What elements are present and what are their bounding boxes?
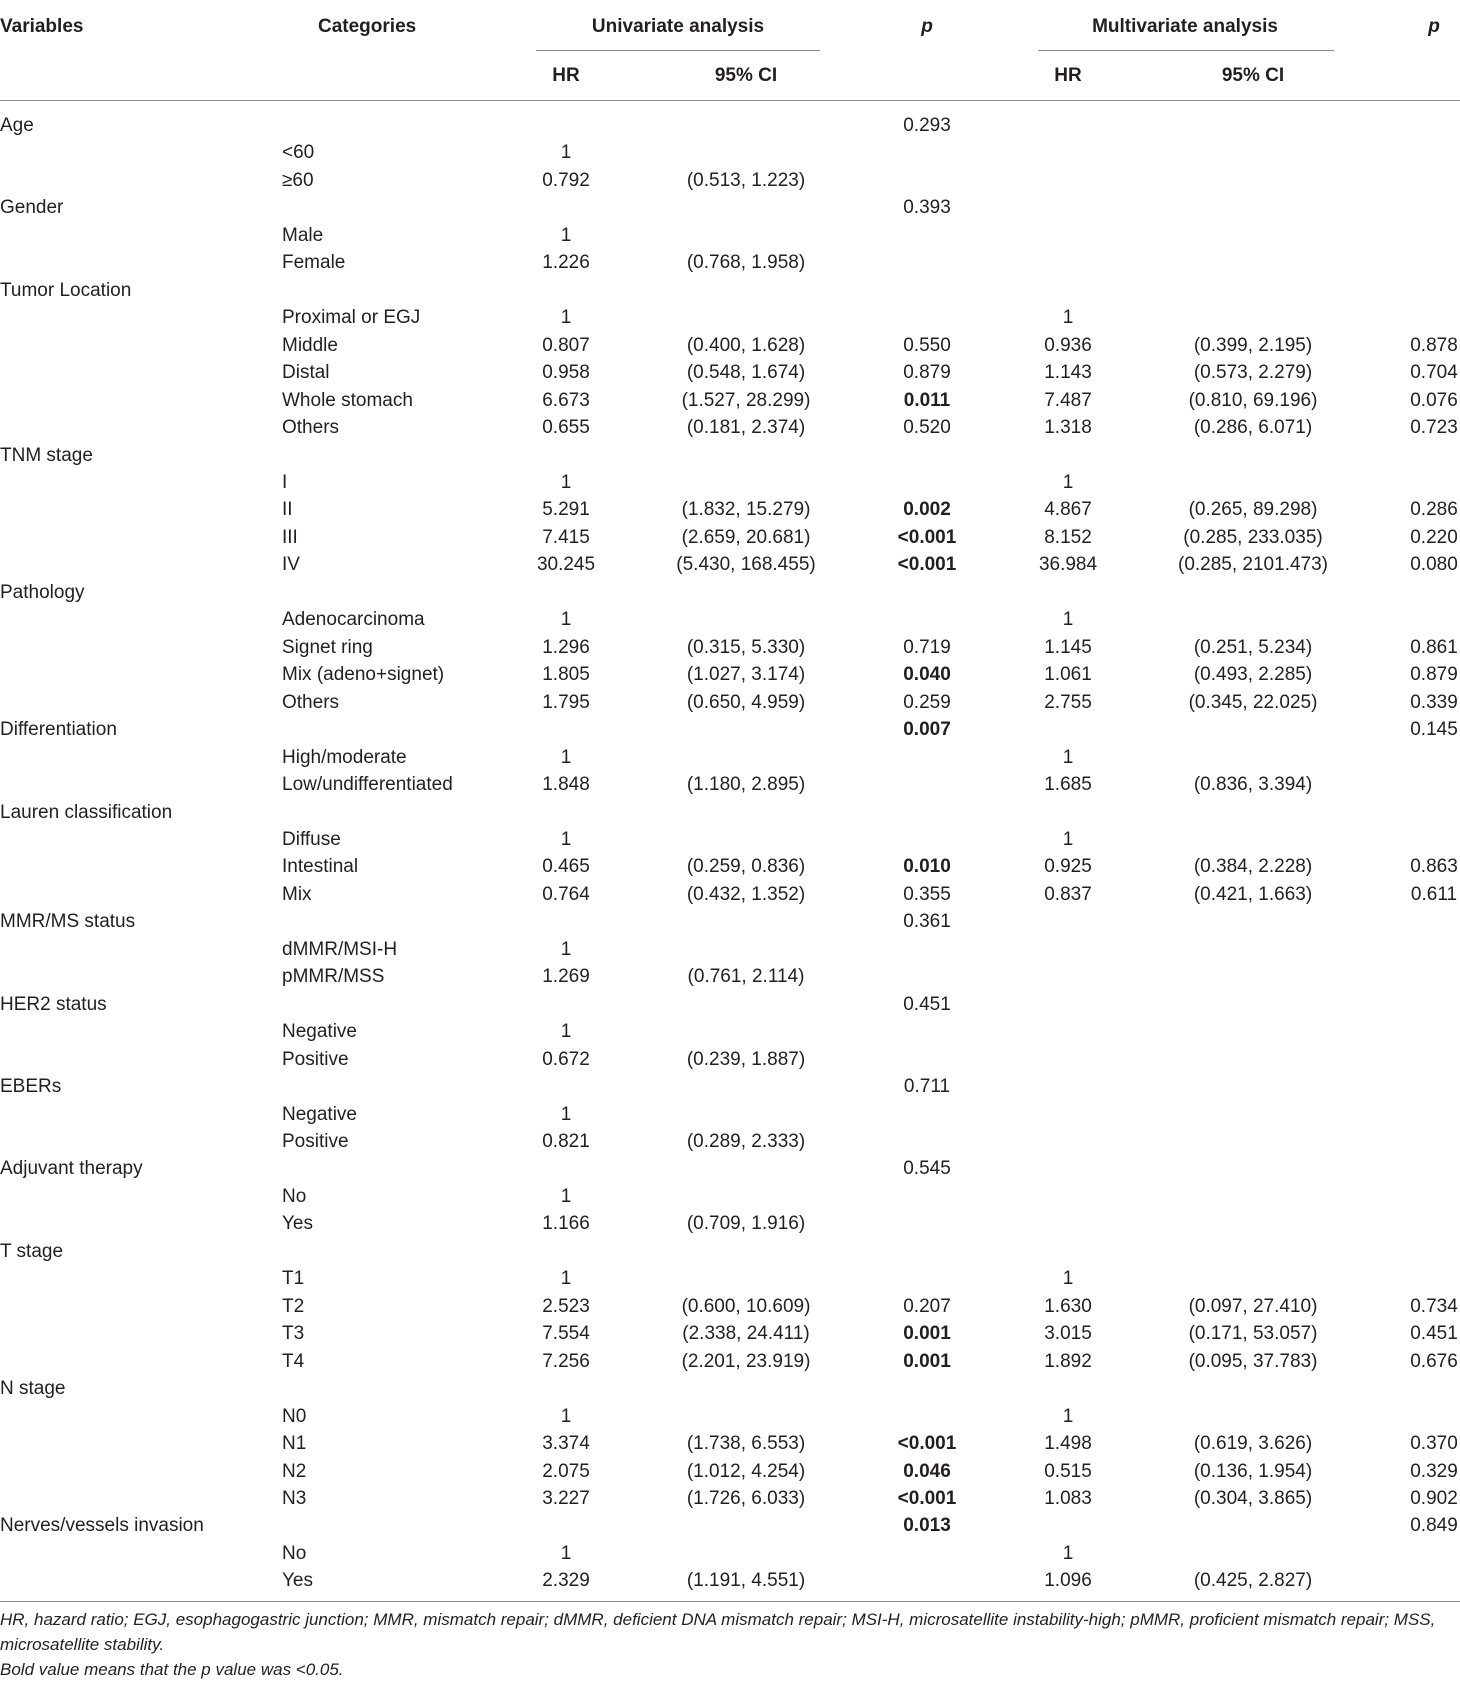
univariate-hr-cell: 0.958 bbox=[542, 362, 590, 384]
table-row bbox=[0, 1210, 1460, 1238]
table-row bbox=[0, 1155, 1460, 1183]
multivariate-hr-cell: 0.837 bbox=[1044, 883, 1092, 905]
table-row bbox=[0, 1403, 1460, 1431]
multivariate-hr-cell: 1.083 bbox=[1044, 1488, 1092, 1509]
multivariate-hr-cell: 3.015 bbox=[1044, 1323, 1092, 1345]
univariate-hr-cell: 0.655 bbox=[542, 417, 590, 439]
univariate-hr-cell: 7.256 bbox=[542, 1350, 590, 1372]
footnote-abbreviations: HR, hazard ratio; EGJ, esophagogastric junction; MMR, mismatch repair; dMMR, deficient DNA mismatch repair; MSI-H, microsatellite instability-high; pMMR, proficient mismatch repair; MSS, microsatellite stability. bbox=[0, 1610, 1436, 1654]
category-cell: I bbox=[282, 471, 288, 493]
category-cell: Signet ring bbox=[282, 636, 373, 658]
univariate-p-cell: 0.361 bbox=[903, 911, 951, 933]
univariate-hr-cell: 1.166 bbox=[542, 1213, 590, 1235]
table-row bbox=[0, 1238, 1460, 1266]
table-row bbox=[0, 414, 1460, 442]
multivariate-hr-cell: 1.630 bbox=[1044, 1295, 1092, 1317]
multivariate-hr-cell: 1.498 bbox=[1044, 1433, 1092, 1455]
category-cell: III bbox=[282, 526, 298, 548]
univariate-hr-cell: 0.807 bbox=[542, 334, 590, 356]
multivariate-hr-cell: 2.755 bbox=[1044, 691, 1092, 713]
category-cell: N3 bbox=[282, 1488, 307, 1509]
table-row bbox=[0, 139, 1460, 167]
multivariate-p-cell: 0.220 bbox=[1410, 526, 1458, 548]
variable-cell: Differentiation bbox=[0, 719, 117, 741]
univariate-ci-cell: (1.027, 3.174) bbox=[686, 664, 806, 686]
univariate-p-cell: 0.711 bbox=[903, 1076, 951, 1098]
univariate-hr-cell: 2.523 bbox=[542, 1295, 590, 1317]
category-cell: Negative bbox=[282, 1021, 357, 1043]
univariate-p-cell: 0.879 bbox=[903, 362, 951, 384]
multivariate-ci-cell: (0.304, 3.865) bbox=[1193, 1488, 1313, 1509]
table-row bbox=[0, 167, 1460, 195]
univariate-hr-cell: 1.795 bbox=[542, 691, 590, 713]
univariate-ci-cell: (2.338, 24.411) bbox=[682, 1323, 810, 1345]
univariate-ci-cell: (0.768, 1.958) bbox=[686, 252, 806, 274]
univariate-hr-cell: 3.227 bbox=[542, 1488, 590, 1509]
table-bottom-rule bbox=[0, 1601, 1460, 1602]
multivariate-hr-cell: 7.487 bbox=[1044, 389, 1092, 411]
univariate-hr-cell: 1 bbox=[560, 471, 572, 493]
category-cell: Mix (adeno+signet) bbox=[282, 664, 445, 686]
univariate-p-cell: 0.293 bbox=[903, 115, 951, 136]
header-multivariate-ci: 95% CI bbox=[1221, 65, 1285, 86]
table-row bbox=[0, 1183, 1460, 1211]
table-row bbox=[0, 744, 1460, 772]
univariate-ci-cell: (1.527, 28.299) bbox=[681, 389, 811, 411]
univariate-hr-cell: 1.848 bbox=[542, 774, 590, 796]
category-cell: Yes bbox=[282, 1570, 313, 1592]
table-row bbox=[0, 304, 1460, 332]
univariate-hr-cell: 6.673 bbox=[542, 389, 590, 411]
univariate-hr-cell: 1 bbox=[560, 609, 572, 631]
category-cell: No bbox=[282, 1542, 307, 1564]
univariate-ci-cell: (2.659, 20.681) bbox=[681, 526, 811, 548]
multivariate-hr-cell: 1 bbox=[1062, 1542, 1074, 1564]
category-cell: Others bbox=[282, 691, 340, 713]
table-row bbox=[0, 1540, 1460, 1568]
table-row bbox=[0, 442, 1460, 470]
header-multivariate-p: p bbox=[1428, 16, 1440, 37]
univariate-p-cell: 0.046 bbox=[903, 1460, 951, 1482]
header-categories: Categories bbox=[318, 16, 417, 37]
table-row bbox=[0, 222, 1460, 250]
univariate-p-cell: 0.550 bbox=[903, 334, 951, 356]
footnote-bold-note: Bold value means that the p value was <0.05. bbox=[0, 1660, 344, 1679]
category-cell: II bbox=[282, 499, 293, 521]
univariate-p-cell: 0.040 bbox=[903, 664, 951, 686]
multivariate-hr-cell: 1 bbox=[1062, 1405, 1074, 1427]
table-row bbox=[0, 194, 1460, 222]
multivariate-hr-cell: 1.061 bbox=[1044, 664, 1092, 686]
table-row bbox=[0, 963, 1460, 991]
table-row bbox=[0, 771, 1460, 799]
multivariate-ci-cell: (0.285, 2101.473) bbox=[1177, 554, 1329, 576]
header-bottom-rule bbox=[0, 100, 1460, 101]
table-row bbox=[0, 991, 1460, 1019]
category-cell: N0 bbox=[282, 1405, 307, 1427]
table-row bbox=[0, 1348, 1460, 1376]
univariate-p-cell: <0.001 bbox=[897, 1488, 957, 1509]
table-row bbox=[0, 799, 1460, 827]
category-cell: Middle bbox=[282, 334, 338, 356]
category-cell: Others bbox=[282, 417, 340, 439]
univariate-ci-cell: (1.726, 6.033) bbox=[686, 1488, 806, 1509]
category-cell: N2 bbox=[282, 1460, 307, 1482]
table-row bbox=[0, 579, 1460, 607]
univariate-hr-cell: 1.805 bbox=[542, 664, 590, 686]
multivariate-ci-cell: (0.345, 22.025) bbox=[1188, 691, 1318, 713]
multivariate-ci-cell: (0.836, 3.394) bbox=[1193, 774, 1313, 796]
multivariate-p-cell: 0.451 bbox=[1410, 1323, 1458, 1345]
variable-cell: T stage bbox=[0, 1240, 64, 1262]
multivariate-ci-cell: (0.573, 2.279) bbox=[1193, 362, 1313, 384]
variable-cell: Age bbox=[0, 115, 34, 136]
table-row bbox=[0, 551, 1460, 579]
multivariate-ci-cell: (0.136, 1.954) bbox=[1193, 1460, 1313, 1482]
multivariate-hr-cell: 0.925 bbox=[1044, 856, 1092, 878]
table-row bbox=[0, 112, 1460, 140]
category-cell: Positive bbox=[282, 1131, 349, 1153]
category-cell: Female bbox=[282, 252, 346, 274]
category-cell: Mix bbox=[282, 883, 312, 905]
multivariate-hr-cell: 1 bbox=[1062, 1268, 1074, 1290]
univariate-hr-cell: 0.821 bbox=[542, 1131, 590, 1153]
univariate-rule bbox=[536, 50, 820, 51]
multivariate-p-cell: 0.370 bbox=[1410, 1433, 1458, 1455]
table-row bbox=[0, 1375, 1460, 1403]
table-row bbox=[0, 634, 1460, 662]
univariate-p-cell: <0.001 bbox=[897, 526, 957, 548]
multivariate-hr-cell: 1.143 bbox=[1044, 362, 1092, 384]
variable-cell: Adjuvant therapy bbox=[0, 1158, 143, 1180]
category-cell: Proximal or EGJ bbox=[282, 307, 421, 329]
univariate-p-cell: 0.451 bbox=[903, 993, 951, 1015]
category-cell: <60 bbox=[282, 142, 315, 164]
header-multivariate: Multivariate analysis bbox=[1092, 16, 1278, 37]
header-univariate-hr: HR bbox=[552, 65, 580, 86]
univariate-hr-cell: 1 bbox=[560, 746, 572, 768]
category-cell: Adenocarcinoma bbox=[282, 609, 425, 631]
category-cell: IV bbox=[282, 554, 300, 576]
univariate-ci-cell: (0.650, 4.959) bbox=[686, 691, 806, 713]
multivariate-p-cell: 0.861 bbox=[1410, 636, 1458, 658]
category-cell: Yes bbox=[282, 1213, 313, 1235]
table-row bbox=[0, 524, 1460, 552]
univariate-hr-cell: 3.374 bbox=[542, 1433, 590, 1455]
category-cell: pMMR/MSS bbox=[282, 966, 385, 988]
category-cell: Diffuse bbox=[282, 828, 341, 850]
table-row bbox=[0, 689, 1460, 717]
multivariate-p-cell: 0.339 bbox=[1410, 691, 1458, 713]
multivariate-hr-cell: 36.984 bbox=[1038, 554, 1098, 576]
category-cell: High/moderate bbox=[282, 746, 407, 768]
variable-cell: Nerves/vessels invasion bbox=[0, 1515, 204, 1537]
variable-cell: Gender bbox=[0, 197, 64, 219]
header-variables: Variables bbox=[0, 16, 84, 37]
univariate-p-cell: 0.011 bbox=[903, 389, 951, 411]
univariate-hr-cell: 1 bbox=[560, 1185, 572, 1207]
multivariate-ci-cell: (0.251, 5.234) bbox=[1193, 636, 1313, 658]
univariate-ci-cell: (0.548, 1.674) bbox=[686, 362, 806, 384]
univariate-ci-cell: (1.180, 2.895) bbox=[686, 774, 806, 796]
univariate-ci-cell: (0.513, 1.223) bbox=[686, 169, 806, 191]
multivariate-ci-cell: (0.286, 6.071) bbox=[1193, 417, 1313, 439]
univariate-hr-cell: 1 bbox=[560, 224, 572, 246]
category-cell: Low/undifferentiated bbox=[282, 774, 453, 796]
table-row bbox=[0, 606, 1460, 634]
variable-cell: Pathology bbox=[0, 581, 85, 603]
header-univariate: Univariate analysis bbox=[591, 16, 765, 37]
variable-cell: HER2 status bbox=[0, 993, 107, 1015]
multivariate-hr-cell: 8.152 bbox=[1044, 526, 1092, 548]
univariate-hr-cell: 1.269 bbox=[542, 966, 590, 988]
multivariate-ci-cell: (0.810, 69.196) bbox=[1188, 389, 1318, 411]
variable-cell: Tumor Location bbox=[0, 279, 132, 301]
category-cell: T2 bbox=[282, 1295, 305, 1317]
multivariate-rule bbox=[1038, 50, 1334, 51]
table-row bbox=[0, 332, 1460, 360]
univariate-ci-cell: (0.259, 0.836) bbox=[686, 856, 806, 878]
variable-cell: N stage bbox=[0, 1378, 66, 1400]
multivariate-p-cell: 0.145 bbox=[1410, 719, 1458, 741]
univariate-ci-cell: (1.832, 15.279) bbox=[681, 499, 811, 521]
table-row bbox=[0, 359, 1460, 387]
univariate-p-cell: 0.520 bbox=[903, 417, 951, 439]
univariate-hr-cell: 7.554 bbox=[542, 1323, 590, 1345]
table-row bbox=[0, 1046, 1460, 1074]
multivariate-hr-cell: 4.867 bbox=[1044, 499, 1092, 521]
univariate-p-cell: <0.001 bbox=[897, 554, 957, 576]
univariate-ci-cell: (0.432, 1.352) bbox=[686, 883, 806, 905]
variable-cell: TNM stage bbox=[0, 444, 93, 466]
variable-cell: EBERs bbox=[0, 1076, 62, 1098]
multivariate-p-cell: 0.863 bbox=[1410, 856, 1458, 878]
univariate-hr-cell: 0.764 bbox=[542, 883, 590, 905]
table-row bbox=[0, 496, 1460, 524]
multivariate-p-cell: 0.878 bbox=[1410, 334, 1458, 356]
category-cell: Positive bbox=[282, 1048, 349, 1070]
multivariate-p-cell: 0.849 bbox=[1410, 1515, 1458, 1537]
category-cell: Whole stomach bbox=[282, 389, 413, 411]
category-cell: Intestinal bbox=[282, 856, 359, 878]
multivariate-ci-cell: (0.265, 89.298) bbox=[1188, 499, 1318, 521]
table-row bbox=[0, 716, 1460, 744]
multivariate-hr-cell: 1 bbox=[1062, 609, 1074, 631]
multivariate-hr-cell: 1.892 bbox=[1044, 1350, 1092, 1372]
univariate-p-cell: 0.719 bbox=[903, 636, 951, 658]
category-cell: No bbox=[282, 1185, 307, 1207]
univariate-hr-cell: 1 bbox=[560, 1103, 572, 1125]
category-cell: dMMR/MSI-H bbox=[282, 938, 398, 960]
multivariate-hr-cell: 1 bbox=[1062, 471, 1074, 493]
multivariate-ci-cell: (0.425, 2.827) bbox=[1193, 1570, 1313, 1592]
table-row bbox=[0, 1567, 1460, 1595]
table-row bbox=[0, 1320, 1460, 1348]
univariate-p-cell: 0.001 bbox=[903, 1323, 951, 1345]
univariate-hr-cell: 1 bbox=[560, 307, 572, 329]
multivariate-ci-cell: (0.097, 27.410) bbox=[1188, 1295, 1318, 1317]
variable-cell: MMR/MS status bbox=[0, 911, 136, 933]
table-row bbox=[0, 1485, 1460, 1513]
multivariate-ci-cell: (0.384, 2.228) bbox=[1193, 856, 1313, 878]
univariate-ci-cell: (1.191, 4.551) bbox=[686, 1570, 806, 1592]
multivariate-ci-cell: (0.095, 37.783) bbox=[1188, 1350, 1318, 1372]
univariate-hr-cell: 1.226 bbox=[542, 252, 590, 274]
univariate-ci-cell: (0.709, 1.916) bbox=[686, 1213, 806, 1235]
univariate-p-cell: 0.393 bbox=[903, 197, 951, 219]
univariate-ci-cell: (0.400, 1.628) bbox=[686, 334, 806, 356]
univariate-hr-cell: 1 bbox=[560, 1021, 572, 1043]
table-row bbox=[0, 249, 1460, 277]
multivariate-p-cell: 0.329 bbox=[1410, 1460, 1458, 1482]
table-row bbox=[0, 1018, 1460, 1046]
multivariate-p-cell: 0.286 bbox=[1410, 499, 1458, 521]
univariate-hr-cell: 1 bbox=[560, 142, 572, 164]
univariate-p-cell: 0.355 bbox=[903, 883, 951, 905]
multivariate-ci-cell: (0.493, 2.285) bbox=[1193, 664, 1313, 686]
univariate-hr-cell: 7.415 bbox=[542, 526, 590, 548]
table-row bbox=[0, 881, 1460, 909]
table-row bbox=[0, 277, 1460, 305]
table-row bbox=[0, 936, 1460, 964]
multivariate-hr-cell: 1 bbox=[1062, 746, 1074, 768]
multivariate-p-cell: 0.676 bbox=[1410, 1350, 1458, 1372]
univariate-p-cell: 0.259 bbox=[903, 691, 951, 713]
univariate-hr-cell: 1 bbox=[560, 1405, 572, 1427]
multivariate-hr-cell: 1.318 bbox=[1044, 417, 1092, 439]
univariate-p-cell: 0.010 bbox=[903, 856, 951, 878]
category-cell: N1 bbox=[282, 1433, 307, 1455]
univariate-p-cell: 0.001 bbox=[903, 1350, 951, 1372]
table-row bbox=[0, 661, 1460, 689]
category-cell: T3 bbox=[282, 1323, 305, 1345]
category-cell: T4 bbox=[282, 1350, 305, 1372]
table-row bbox=[0, 469, 1460, 497]
multivariate-ci-cell: (0.399, 2.195) bbox=[1193, 334, 1313, 356]
category-cell: Distal bbox=[282, 362, 330, 384]
univariate-p-cell: 0.007 bbox=[903, 719, 951, 741]
category-cell: T1 bbox=[282, 1268, 305, 1290]
univariate-ci-cell: (0.289, 2.333) bbox=[686, 1131, 806, 1153]
univariate-ci-cell: (2.201, 23.919) bbox=[681, 1350, 811, 1372]
header-univariate-p: p bbox=[921, 16, 933, 37]
multivariate-p-cell: 0.879 bbox=[1410, 664, 1458, 686]
univariate-p-cell: <0.001 bbox=[897, 1433, 957, 1455]
category-cell: ≥60 bbox=[282, 169, 314, 191]
multivariate-hr-cell: 0.515 bbox=[1044, 1460, 1092, 1482]
multivariate-p-cell: 0.723 bbox=[1410, 417, 1458, 439]
header-univariate-ci: 95% CI bbox=[714, 65, 778, 86]
multivariate-p-cell: 0.611 bbox=[1410, 883, 1458, 905]
univariate-p-cell: 0.002 bbox=[903, 499, 951, 521]
multivariate-hr-cell: 1 bbox=[1062, 828, 1074, 850]
univariate-hr-cell: 5.291 bbox=[542, 499, 590, 521]
univariate-hr-cell: 30.245 bbox=[536, 554, 596, 576]
univariate-ci-cell: (1.738, 6.553) bbox=[686, 1433, 806, 1455]
multivariate-hr-cell: 1.685 bbox=[1044, 774, 1092, 796]
multivariate-p-cell: 0.902 bbox=[1410, 1488, 1458, 1509]
multivariate-hr-cell: 1.096 bbox=[1044, 1570, 1092, 1592]
univariate-ci-cell: (0.315, 5.330) bbox=[686, 636, 806, 658]
category-cell: Negative bbox=[282, 1103, 357, 1125]
univariate-hr-cell: 2.075 bbox=[542, 1460, 590, 1482]
table-row bbox=[0, 1265, 1460, 1293]
multivariate-p-cell: 0.076 bbox=[1410, 389, 1458, 411]
table-row bbox=[0, 1458, 1460, 1486]
header-multivariate-hr: HR bbox=[1054, 65, 1082, 86]
univariate-hr-cell: 1 bbox=[560, 938, 572, 960]
table-row bbox=[0, 387, 1460, 415]
univariate-hr-cell: 0.672 bbox=[542, 1048, 590, 1070]
table-row bbox=[0, 853, 1460, 881]
multivariate-p-cell: 0.704 bbox=[1410, 362, 1458, 384]
univariate-hr-cell: 1 bbox=[560, 828, 572, 850]
multivariate-ci-cell: (0.285, 233.035) bbox=[1183, 526, 1323, 548]
univariate-hr-cell: 1.296 bbox=[542, 636, 590, 658]
univariate-hr-cell: 1 bbox=[560, 1542, 572, 1564]
table-row bbox=[0, 1101, 1460, 1129]
table-row bbox=[0, 1512, 1460, 1540]
univariate-hr-cell: 0.792 bbox=[542, 169, 590, 191]
multivariate-p-cell: 0.734 bbox=[1410, 1295, 1458, 1317]
multivariate-hr-cell: 1.145 bbox=[1044, 636, 1092, 658]
univariate-ci-cell: (5.430, 168.455) bbox=[676, 554, 816, 576]
univariate-ci-cell: (1.012, 4.254) bbox=[686, 1460, 806, 1482]
univariate-ci-cell: (0.181, 2.374) bbox=[686, 417, 806, 439]
multivariate-ci-cell: (0.421, 1.663) bbox=[1193, 883, 1313, 905]
univariate-hr-cell: 0.465 bbox=[542, 856, 590, 878]
multivariate-hr-cell: 0.936 bbox=[1044, 334, 1092, 356]
univariate-ci-cell: (0.600, 10.609) bbox=[681, 1295, 811, 1317]
multivariate-hr-cell: 1 bbox=[1062, 307, 1074, 329]
table-row bbox=[0, 826, 1460, 854]
category-cell: Male bbox=[282, 224, 324, 246]
multivariate-ci-cell: (0.171, 53.057) bbox=[1188, 1323, 1318, 1345]
multivariate-p-cell: 0.080 bbox=[1410, 554, 1458, 576]
table-row bbox=[0, 1073, 1460, 1101]
univariate-p-cell: 0.013 bbox=[903, 1515, 951, 1537]
univariate-ci-cell: (0.761, 2.114) bbox=[687, 966, 805, 988]
variable-cell: Lauren classification bbox=[0, 801, 173, 823]
univariate-p-cell: 0.545 bbox=[903, 1158, 951, 1180]
multivariate-ci-cell: (0.619, 3.626) bbox=[1193, 1433, 1313, 1455]
table-row bbox=[0, 1293, 1460, 1321]
univariate-hr-cell: 2.329 bbox=[542, 1570, 590, 1592]
table-row bbox=[0, 1430, 1460, 1458]
univariate-hr-cell: 1 bbox=[560, 1268, 572, 1290]
table-row bbox=[0, 1128, 1460, 1156]
table-row bbox=[0, 908, 1460, 936]
univariate-p-cell: 0.207 bbox=[903, 1295, 951, 1317]
univariate-ci-cell: (0.239, 1.887) bbox=[686, 1048, 806, 1070]
